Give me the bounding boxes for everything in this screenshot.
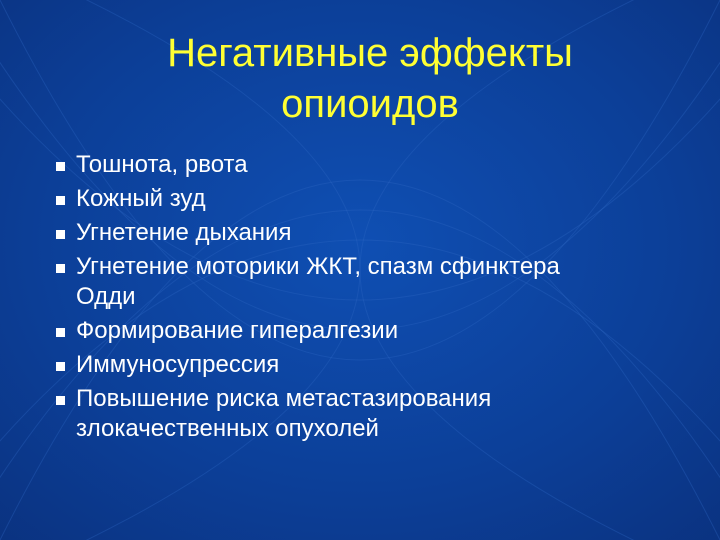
bullet-text: Иммуносупрессия [76, 351, 280, 378]
bullet-text-continuation: злокачественных опухолей [76, 415, 379, 442]
bullet-text: Повышение риска метастазирования [76, 385, 492, 412]
bullet-item-nausea [50, 150, 690, 180]
square-bullet-icon [56, 264, 65, 273]
bullet-text: Тошнота, рвота [76, 151, 248, 178]
slide-title [120, 28, 620, 130]
bullet-text: Угнетение моторики ЖКТ, спазм сфинктера [76, 253, 560, 280]
slide-title-line-2: опиоидов [281, 82, 459, 126]
bullet-item-respiratory [50, 218, 690, 248]
bullet-text: Формирование гипералгезии [76, 317, 399, 344]
square-bullet-icon [56, 196, 65, 205]
bullet-item-itch [50, 184, 690, 214]
bullet-item-gi [50, 252, 690, 312]
bullet-text: Угнетение дыхания [76, 219, 292, 246]
bullet-text: Кожный зуд [76, 185, 206, 212]
square-bullet-icon [56, 162, 65, 171]
square-bullet-icon [56, 362, 65, 371]
bullet-list [50, 150, 690, 448]
square-bullet-icon [56, 328, 65, 337]
bullet-item-immunosuppression [50, 350, 690, 380]
bullet-text-continuation: Одди [76, 283, 136, 310]
bullet-item-hyperalgesia [50, 316, 690, 346]
bullet-item-metastasis [50, 384, 690, 444]
square-bullet-icon [56, 396, 65, 405]
slide-title-line-1: Негативные эффекты [167, 31, 573, 75]
square-bullet-icon [56, 230, 65, 239]
